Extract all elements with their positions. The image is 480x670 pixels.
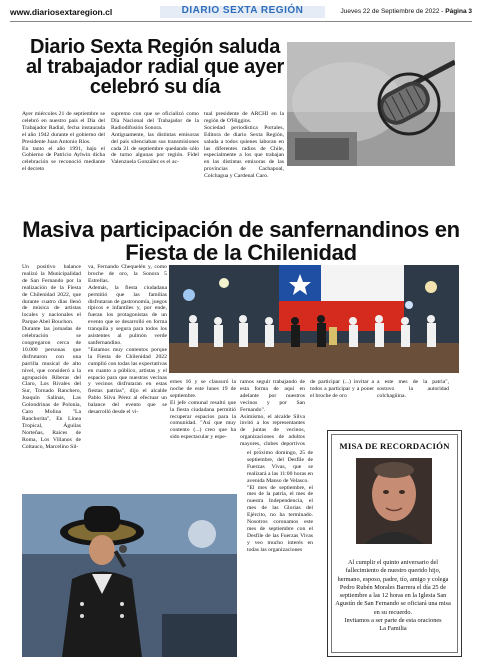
article2-column-4: ramos seguir trabajando de esta forma de aquí en adelante por nuestros vecinos y por San Fernando". Asimismo, el alcalde Silva invitó a los representantes de juntas de vecinos, organizaciones de adultos mayores, clubes deportivos [240, 379, 305, 448]
article1-headline: Diario Sexta Región saluda al trabajador radial que ayer celebró su día [25, 36, 285, 98]
article2-column-2: va, Fernando Chequelén y, como broche de oro, la Sonora 5 Estrellas. Además, la fiesta ciudadana permitió que las familias disfrutaran de gastronomía, juegos típicos e infantiles y, por ende, fueran los protagonistas de un evento que se desarrolló en forma tranquila y segura para todos los asistentes al pulmón verde sanfernandino. "Estamos muy contentos porque la Fiesta de Chilenidad 2022 cumplió con todas las expectativas en cuanto a público, artistas y el espacio para que nuestras vecinas y vecinos disfrutaran en estas fiestas patrias", dijo el alcalde Pablo Silva Pérez al efectuar un balance del evento que se desarrolló desde el vi- [88, 264, 167, 416]
festival-stage-photo [169, 265, 459, 373]
article2-headline: Masiva participación de sanfernandinos en Fiesta de la Chilenidad [22, 217, 460, 265]
article1-column-3: tual presidente de ARCHI en la región de O'Higgins. Sociedad periodística Portales, Editora de diario Sexta Región, saluda a todos quienes laboran en las diferentes radios de Chile, especialmente a los que trabajan en las distintas emisoras de las provincias de Cachapoal, Colchagua y Cardenal Caro. [204, 111, 284, 180]
article2-column-7: el próximo domingo, 25 de septiembre, del Desfile de Fuerzas Vivas, que se realizará a las 11:00 horas en avenida Manso de Velasco. "El mes de septiembre, el mes de la patria, el mes de nuestra Independencia, el mes de las Glorias del Ejército, no ha terminado. Nosotros coronamos este mes de septiembre con el Desfile de las Fuerzas Vivas y veo mucho interés en todas las organizaciones [247, 450, 313, 553]
article2-column-6: a este mes de la patria", sostuvo la autoridad colchagüina. [377, 379, 449, 399]
header-divider [10, 21, 472, 22]
article2-column-3: ernes 16 y se clausuró la noche de este lunes 19 de septiembre. El jefe comunal resaltó que la fiesta ciudadana permitió recuperar espacios para la comunidad. "Así que muy contento (...) creo que ha sido espectacular y espe- [170, 379, 236, 441]
microphone-photo [287, 42, 455, 166]
newspaper-name: DIARIO SEXTA REGIÓN [181, 5, 304, 16]
site-url: www.diariosextaregion.cl [10, 7, 113, 17]
page-number: Página 3 [445, 8, 472, 15]
issue-date-line: Jueves 22 de Septiembre de 2022 - Página 3 [340, 8, 472, 15]
memorial-text: Al cumplir el quinto aniversario del fallecimiento de nuestro querido hijo, hermano, esposo, padre, tío, amigo y colega Pedro Rubén Morales Barrera el día 25 de septiembre a las 12 horas en la Iglesia San Agustín de San Fernando se oficiará una misa en su recuerdo. Invitamos a ser parte de esta oraciones La Familia [335, 559, 451, 633]
article2-column-5: de participar (...) invitar a todos a participar y a poner el broche de oro [310, 379, 374, 399]
article2-column-1: Un positivo balance realizó la Municipalidad de San Fernando por la realización de la Fiesta de Chilenidad 2022, que durante cuatro días llenó de música de artistas locales y nacionales el Parque Abel Bouchon. Durante las jornadas de celebración se congregaron cerca de 10.000 personas que disfrutaron con una parrilla musical de alto nivel, que consideró a la agrupación Riberas del Claro, Los Rivales del Sur, Tornado Ranchero, Joaquín Salinas, Las Golondrinas de Polonia, Caro Molina "La Ranchorita", En Línea Tropical, Águilas Norteñas, Raíces de Roma, Los Villanos de Coltauco, Marcelino Sil- [22, 264, 81, 450]
memorial-title: MISA DE RECORDACIÓN [339, 441, 450, 451]
article1-column-2: supremo con que se oficializó como Día Nacional del Trabajador de la Radiodifusión Sonora. Antiguamente, las distintas emisoras del país silenciaban sus transmisiones cada 21 de septiembre quedando sólo de turno algunas por región. Fidel Valenzuela González es el ac- [111, 111, 199, 166]
issue-date: Jueves 22 de Septiembre de 2022 [340, 8, 440, 15]
memorial-portrait [356, 458, 432, 544]
memorial-notice [327, 430, 462, 657]
article1-column-1: Ayer miércoles 21 de septiembre se celebró en nuestro país el Día del Trabajador Radial, fecha instaurada el año 1942 durante el gobierno del Presidente Juan Antonio Ríos. En tanto el año 1991, bajo el Gobierno de Patricio Aylwin dicha celebración se reconoció mediante el decreto [22, 111, 105, 173]
singer-photo [22, 494, 237, 657]
